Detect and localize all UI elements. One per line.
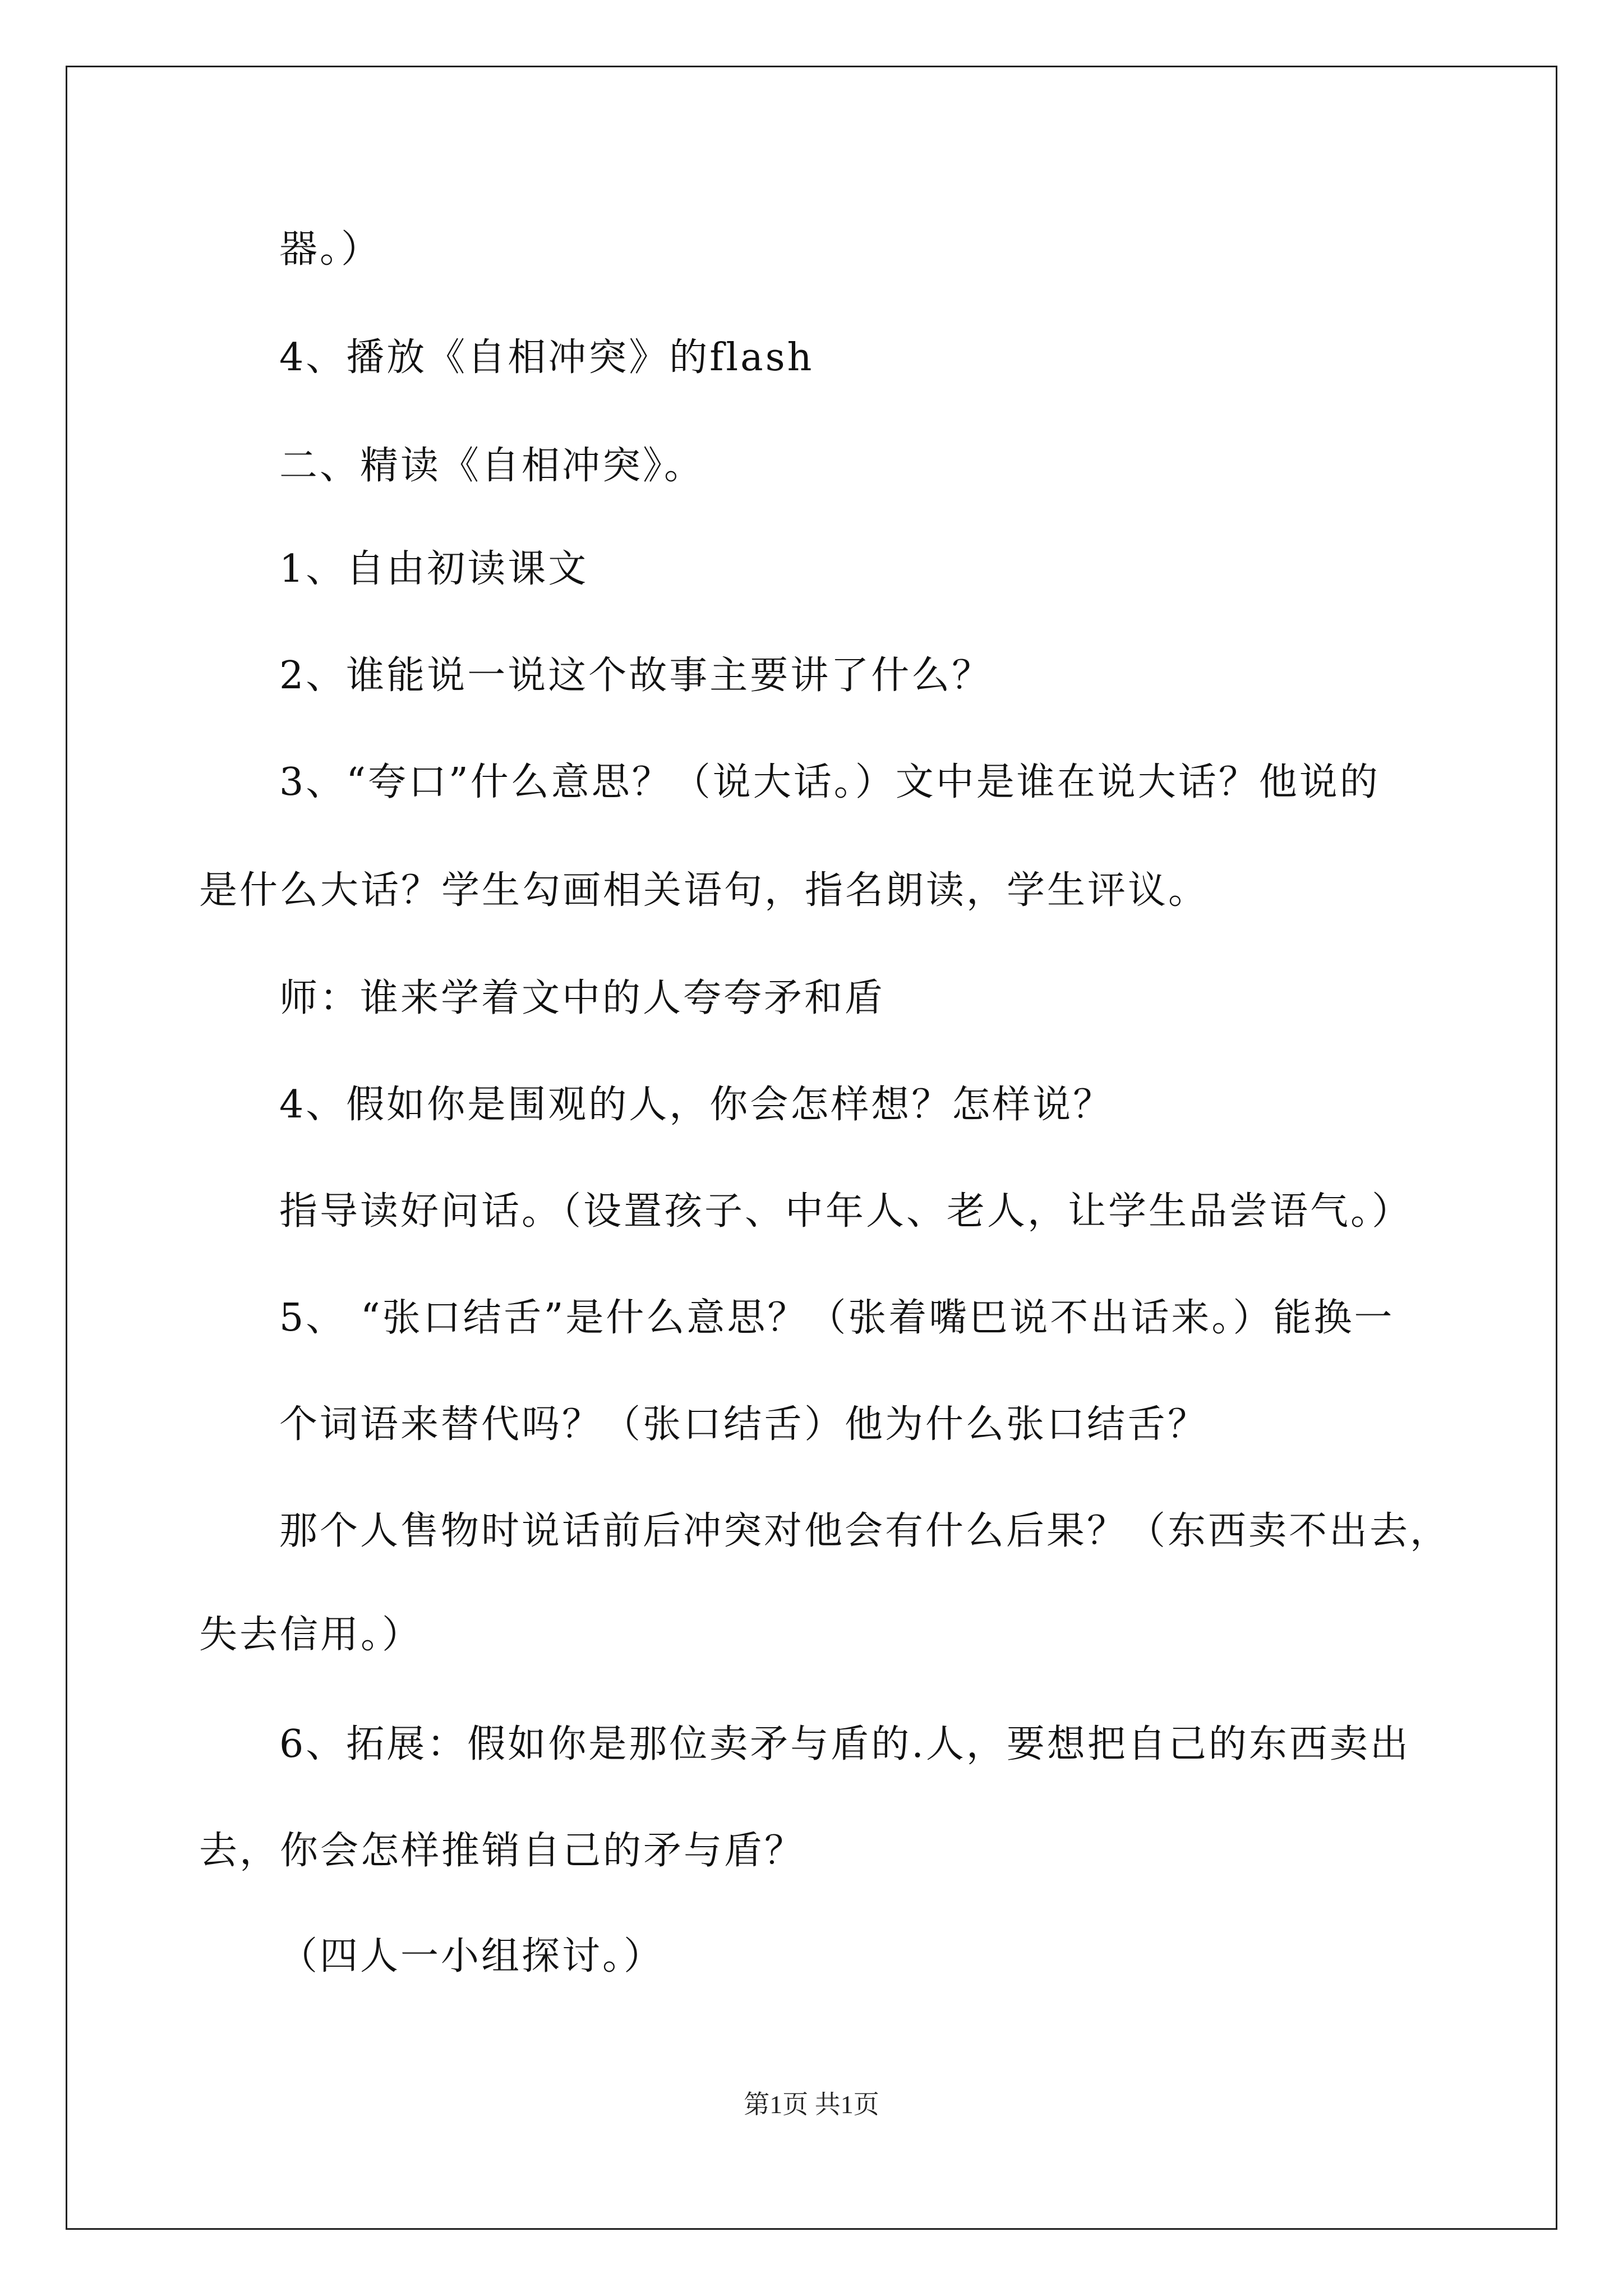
text-line-17: （四人一小组探讨。） xyxy=(279,1934,665,1978)
text-line-2: 4、播放《自相冲突》的flash xyxy=(279,335,814,380)
text-line-9: 4、假如你是围观的人，你会怎样想？怎样说？ xyxy=(279,1083,1114,1127)
text-line-3: 二、精读《自相冲突》。 xyxy=(279,444,705,488)
text-line-12: 个词语来替代吗？（张口结舌）他为什么张口结舌？ xyxy=(279,1402,1209,1447)
text-line-1: 器。） xyxy=(279,227,382,272)
text-line-14: 失去信用。） xyxy=(199,1613,423,1657)
text-line-10: 指导读好问话。（设置孩子、中年人、老人，让学生品尝语气。） xyxy=(279,1189,1413,1234)
text-line-16: 去，你会怎样推销自己的矛与盾？ xyxy=(199,1829,805,1873)
text-line-13: 那个人售物时说话前后冲突对他会有什么后果？（东西卖不出去， xyxy=(279,1509,1451,1553)
text-line-4: 1、自由初读课文 xyxy=(279,547,589,591)
page-footer: 第1页 共1页 xyxy=(744,2090,879,2119)
text-line-11: 5、 “张口结舌”是什么意思？（张着嘴巴说不出话来。）能换一 xyxy=(279,1296,1395,1340)
text-line-8: 师：谁来学着文中的人夸夸矛和盾 xyxy=(279,976,886,1020)
page-border xyxy=(66,66,1557,2230)
text-line-7: 是什么大话？学生勾画相关语句，指名朗读，学生评议。 xyxy=(199,868,1209,913)
text-line-6: 3、“夸口”什么意思？（说大话。）文中是谁在说大话？他说的 xyxy=(279,760,1380,804)
text-line-15: 6、拓展：假如你是那位卖矛与盾的.人，要想把自己的东西卖出 xyxy=(279,1722,1410,1766)
text-line-5: 2、谁能说一说这个故事主要讲了什么？ xyxy=(279,654,993,698)
